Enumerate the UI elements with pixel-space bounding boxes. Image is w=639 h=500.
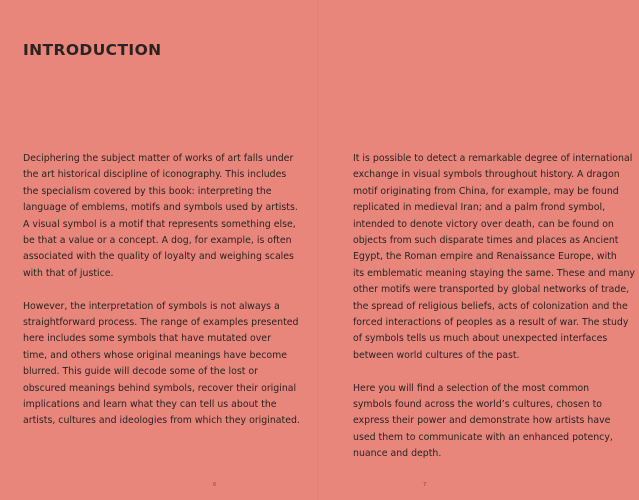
- text-line: with that of justice.: [23, 267, 114, 279]
- paragraph: [23, 299, 300, 430]
- text-line: its emblematic meaning staying the same. These and many: [353, 267, 635, 279]
- text-line: be that a value or a concept. A dog, for example, is often: [23, 235, 292, 247]
- text-line: the spread of religious beliefs, acts of colonization and the: [353, 300, 628, 312]
- left-body-text: [23, 151, 300, 446]
- text-line: language of emblems, motifs and symbols used by artists.: [23, 202, 298, 214]
- text-line: Here you will find a selection of the most common: [353, 382, 590, 394]
- left-page: [0, 0, 318, 500]
- text-line: motif originating from China, for example, may be found: [353, 185, 619, 197]
- text-line: used them to communicate with an enhanced potency,: [353, 431, 613, 443]
- text-line: here includes some symbols that have mutated over: [23, 333, 271, 345]
- text-line: blurred. This guide will decode some of the lost or: [23, 366, 258, 378]
- text-line: express their power and demonstrate how artists have: [353, 415, 611, 427]
- right-body-text: [353, 151, 635, 479]
- text-line: the specialism covered by this book: interpreting the: [23, 185, 272, 197]
- text-line: intended to denote victory over death, can be found on: [353, 218, 614, 230]
- text-line: Deciphering the subject matter of works of art falls under: [23, 153, 294, 164]
- text-line: time, and others whose original meanings have become: [23, 349, 288, 361]
- text-line: straightforward process. The range of examples presented: [23, 317, 299, 329]
- paragraph: [23, 151, 300, 282]
- text-line: A visual symbol is a motif that represents something else,: [23, 218, 296, 230]
- page-heading: INTRODUCTION: [23, 41, 162, 59]
- text-line: the art historical discipline of iconography. This includes: [23, 169, 287, 181]
- text-line: nuance and depth.: [353, 448, 442, 460]
- text-line: symbols found across the world’s cultures, chosen to: [353, 399, 603, 411]
- text-line: objects from such disparate times and places as Ancient: [353, 235, 619, 247]
- text-line: Egypt, the Roman empire and Renaissance Europe, with: [353, 251, 617, 263]
- text-line: implications and learn what they can tell us about the: [23, 399, 277, 411]
- right-page: [320, 0, 639, 500]
- text-line: associated with the quality of loyalty and weighing scales: [23, 251, 294, 263]
- paragraph: [353, 151, 635, 364]
- page-number: 7: [423, 482, 427, 488]
- paragraph: [353, 381, 635, 463]
- text-line: obscured meanings behind symbols, recover their original: [23, 382, 297, 394]
- text-line: replicated in medieval Iran; and a palm frond symbol,: [353, 202, 606, 214]
- text-line: forced interactions of peoples as a result of war. The study: [353, 317, 629, 329]
- text-line: other motifs were transported by global networks of trade,: [353, 284, 630, 296]
- text-line: It is possible to detect a remarkable degree of international: [353, 153, 633, 164]
- page-number: 6: [213, 482, 217, 488]
- text-line: of symbols tells us much about unexpected interfaces: [353, 333, 608, 345]
- text-line: between world cultures of the past.: [353, 349, 520, 361]
- text-line: artists, cultures and ideologies from which they originated.: [23, 415, 300, 427]
- text-line: However, the interpretation of symbols is not always a: [23, 300, 280, 312]
- text-line: exchange in visual symbols throughout history. A dragon: [353, 169, 620, 181]
